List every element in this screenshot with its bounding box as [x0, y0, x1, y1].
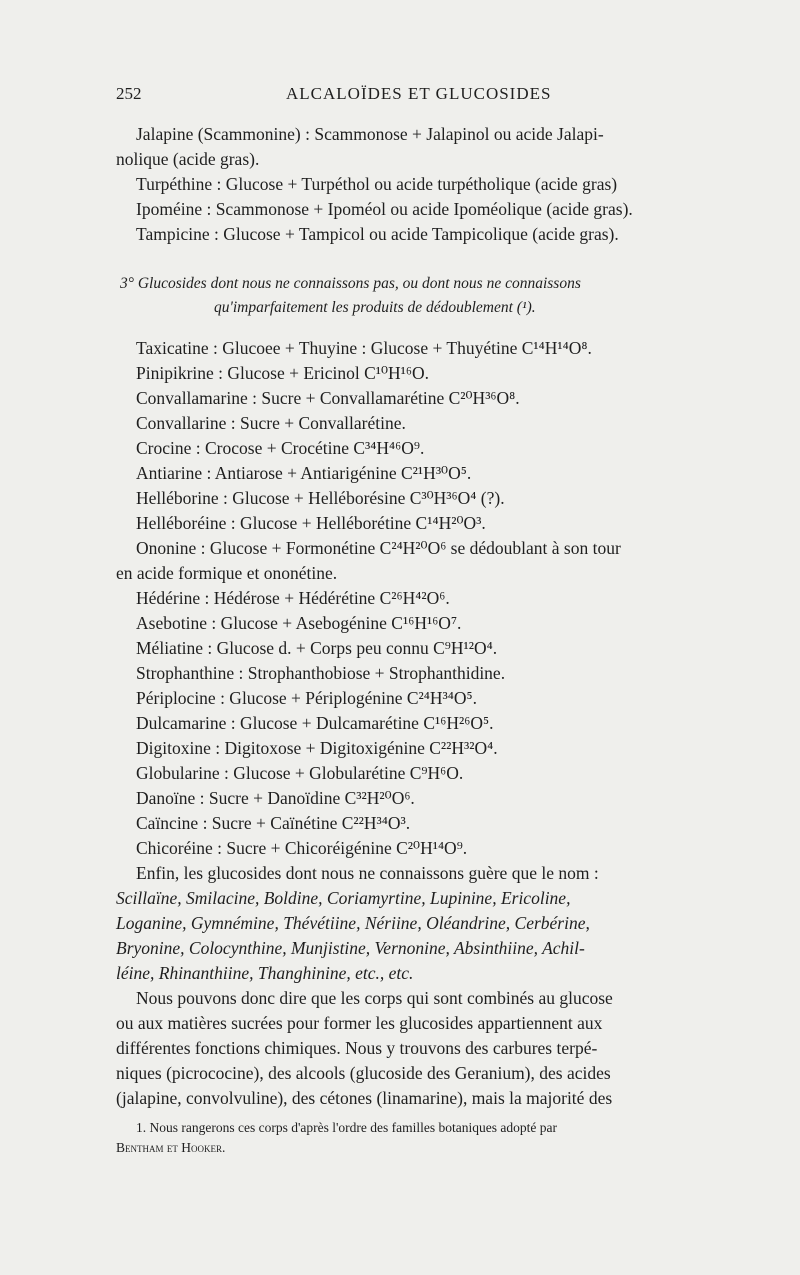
text-line: Turpéthine : Glucose + Turpéthol ou acide turpétholique (acide gras) [136, 174, 618, 194]
text-line: Ipoméine : Scammonose + Ipoméol ou acide Ipoméolique (acide gras). [136, 199, 633, 219]
paragraph-line: Loganine, Gymnémine, Thévétiine, Nériine, Oléandrine, Cerbérine, [116, 913, 590, 933]
glucoside-entry: Globularine : Glucose + Globularétine C⁹H⁶O. [136, 763, 464, 783]
glucoside-entry: Helléboréine : Glucose + Helléborétine C¹⁴H²⁰O³. [136, 513, 486, 533]
paragraph-line: Nous pouvons donc dire que les corps qui sont combinés au glucose [136, 988, 613, 1008]
running-header [116, 84, 716, 108]
footnote-line: 1. Nous rangerons ces corps d'après l'ordre des familles botaniques adopté par [136, 1120, 557, 1135]
glucoside-entry: Strophanthine : Strophanthobiose + Strophanthidine. [136, 663, 506, 683]
glucoside-entry: Méliatine : Glucose d. + Corps peu connu C⁹H¹²O⁴. [136, 638, 498, 658]
glucoside-entry-cont: en acide formique et ononétine. [116, 563, 338, 583]
glucoside-entry: Pinipikrine : Glucose + Ericinol C¹⁰H¹⁶O. [136, 363, 430, 383]
section-heading: 3° Glucosides dont nous ne connaissons pas, ou dont nous ne connaissons [120, 275, 581, 292]
glucoside-entry: Helléborine : Glucose + Helléborésine C³⁰H³⁶O⁴ (?). [136, 488, 505, 508]
glucoside-entry: Hédérine : Hédérose + Hédérétine C²⁶H⁴²O⁶. [136, 588, 450, 608]
text-line: Jalapine (Scammonine) : Scammonose + Jalapinol ou acide Jalapi- [136, 124, 604, 144]
glucoside-entry: Convallarine : Sucre + Convallarétine. [136, 413, 406, 433]
glucoside-entry: Périplocine : Glucose + Périplogénine C²⁴H³⁴O⁵. [136, 688, 477, 708]
footnote-line: Bentham et Hooker. [116, 1140, 226, 1155]
paragraph-line: (jalapine, convolvuline), des cétones (linamarine), mais la majorité des [116, 1088, 613, 1108]
glucoside-entry: Asebotine : Glucose + Asebogénine C¹⁶H¹⁶O⁷. [136, 613, 462, 633]
glucoside-entry: Danoïne : Sucre + Danoïdine C³²H²⁰O⁶. [136, 788, 415, 808]
glucoside-entry: Antiarine : Antiarose + Antiarigénine C²¹H³⁰O⁵. [136, 463, 472, 483]
glucoside-entry: Dulcamarine : Glucose + Dulcamarétine C¹⁶H²⁶O⁵. [136, 713, 494, 733]
paragraph-line: différentes fonctions chimiques. Nous y trouvons des carbures terpé- [116, 1038, 598, 1058]
glucoside-entry: Digitoxine : Digitoxose + Digitoxigénine C²²H³²O⁴. [136, 738, 498, 758]
paragraph-line: Bryonine, Colocynthine, Munjistine, Vernonine, Absinthiine, Achil- [116, 938, 585, 958]
paragraph-line: ou aux matières sucrées pour former les glucosides appartiennent aux [116, 1013, 603, 1033]
text-line: Tampicine : Glucose + Tampicol ou acide Tampicolique (acide gras). [136, 224, 619, 244]
paragraph-line: Scillaïne, Smilacine, Boldine, Coriamyrtine, Lupinine, Ericoline, [116, 888, 571, 908]
glucoside-entry: Caïncine : Sucre + Caïnétine C²²H³⁴O³. [136, 813, 411, 833]
glucoside-entry: Chicoréine : Sucre + Chicoréigénine C²⁰H¹⁴O⁹. [136, 838, 468, 858]
paragraph-line: niques (picrococine), des alcools (glucoside des Geranium), des acides [116, 1063, 611, 1083]
paragraph-line: léine, Rhinanthiine, Thanghinine, etc., etc. [116, 963, 414, 983]
page-number: 252 [116, 84, 142, 103]
text-line: nolique (acide gras). [116, 149, 260, 169]
section-heading-cont: qu'imparfaitement les produits de dédoublement (¹). [214, 299, 536, 316]
glucoside-entry: Crocine : Crocose + Crocétine C³⁴H⁴⁶O⁹. [136, 438, 425, 458]
running-title: ALCALOÏDES ET GLUCOSIDES [286, 84, 552, 103]
glucoside-entry: Ononine : Glucose + Formonétine C²⁴H²⁰O⁶ se dédoublant à son tour [136, 538, 621, 558]
paragraph-line: Enfin, les glucosides dont nous ne connaissons guère que le nom : [136, 863, 599, 883]
glucoside-entry: Taxicatine : Glucoee + Thuyine : Glucose + Thuyétine C¹⁴H¹⁴O⁸. [136, 338, 592, 358]
glucoside-entry: Convallamarine : Sucre + Convallamarétine C²⁰H³⁶O⁸. [136, 388, 520, 408]
